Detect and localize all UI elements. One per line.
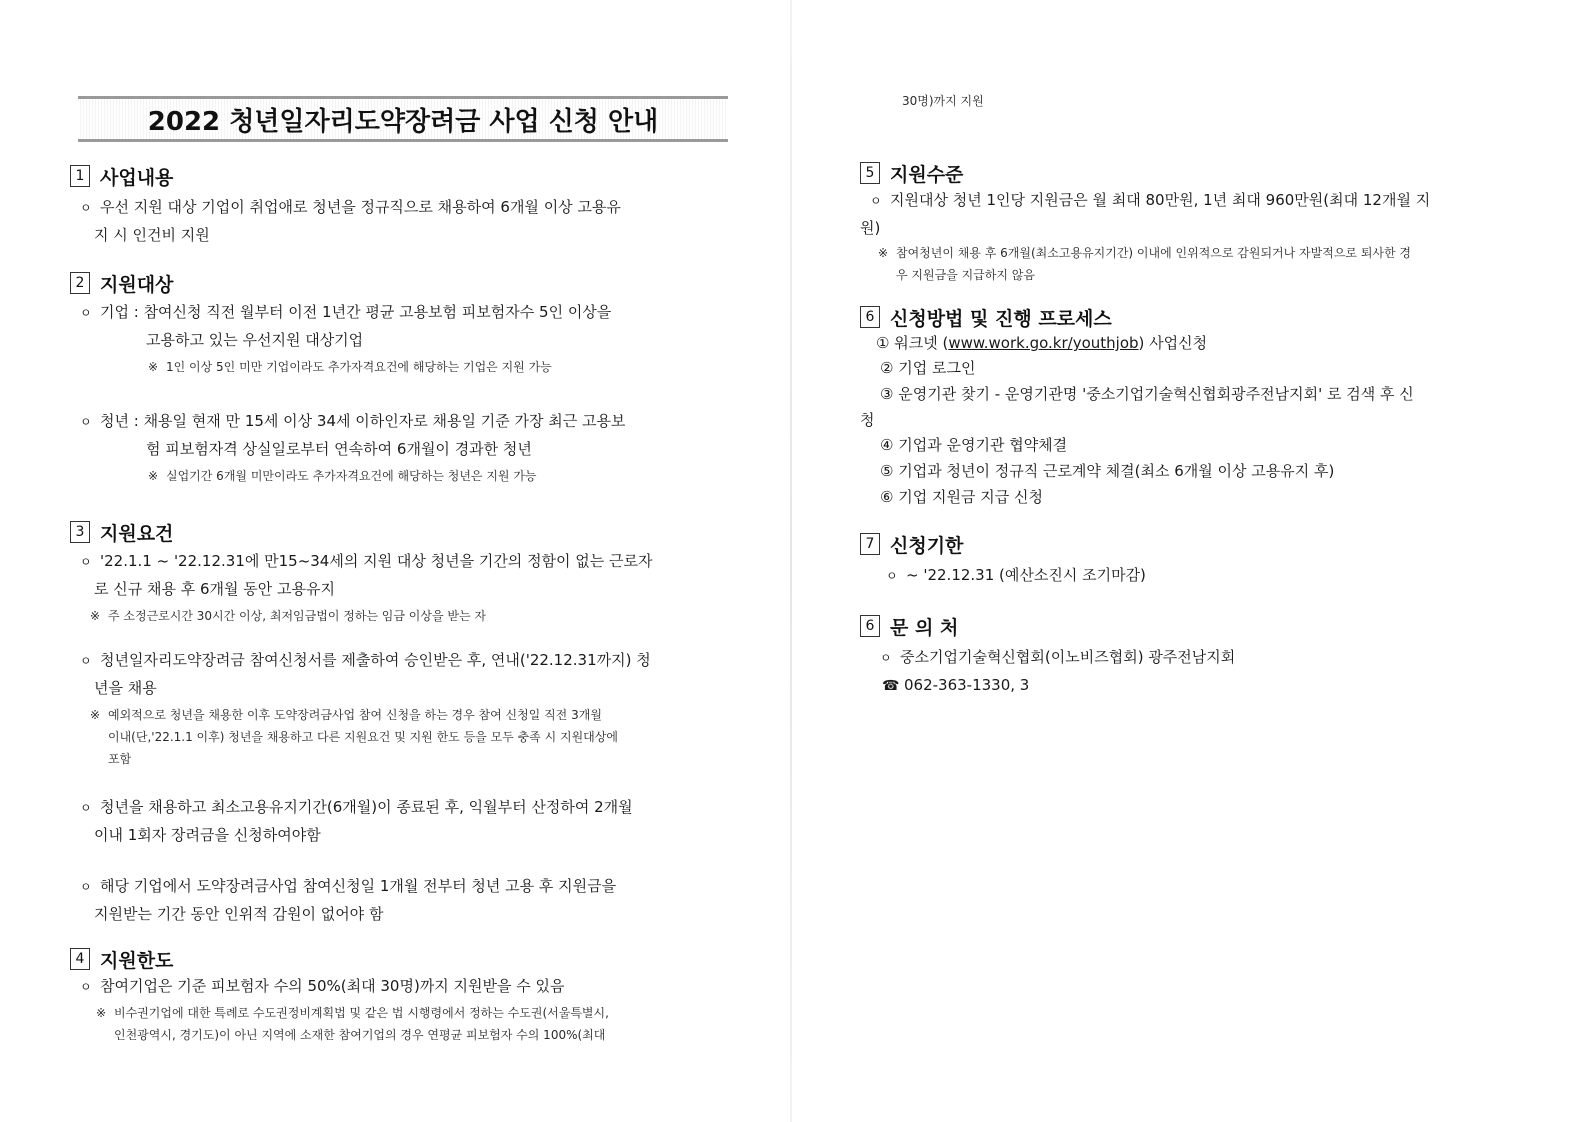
text-line: 이내 1회자 장려금을 신청하여야함 <box>94 826 321 844</box>
text-line: ㅇ 해당 기업에서 도약장려금사업 참여신청일 1개월 전부터 청년 고용 후 지원금을 <box>80 877 617 895</box>
section-requirements <box>70 518 653 928</box>
step-3: ③ 운영기관 찾기 - 운영기관명 '중소기업기술혁신협회광주전남지회' 로 검색 후 신 <box>880 385 1414 403</box>
section-number: 2 <box>70 272 90 294</box>
note-line: ※ 참여청년이 채용 후 6개월(최소고용유지기간) 이내에 인위적으로 감원되거나 자발적으로 퇴사한 경 <box>878 246 1412 260</box>
step-4: ④ 기업과 운영기관 협약체결 <box>880 436 1068 454</box>
note-line: 우 지원금을 지급하지 않음 <box>896 268 1035 282</box>
contact-phone-line <box>860 672 1235 700</box>
section-limit <box>70 945 609 1046</box>
note-line: ※ 예외적으로 청년을 채용한 이후 도약장려금사업 참여 신청을 하는 경우 참여 신청일 직전 3개월 <box>90 708 602 722</box>
phone-icon: ☎ <box>882 678 900 694</box>
text-line: ㅇ ~ '22.12.31 (예산소진시 조기마감) <box>886 566 1146 584</box>
text-line: ㅇ 지원대상 청년 1인당 지원금은 월 최대 80만원, 1년 최대 960만원(최대 12개월 지 <box>870 191 1431 209</box>
text-line: ㅇ '22.1.1 ~ '22.12.31에 만15~34세의 지원 대상 청년을 기간의 정함이 없는 근로자 <box>80 552 653 570</box>
text-line: 지 시 인건비 지원 <box>94 226 210 244</box>
text-line: ㅇ 우선 지원 대상 기업이 취업애로 청년을 정규직으로 채용하여 6개월 이상 고용유 <box>80 198 621 216</box>
step-2: ② 기업 로그인 <box>880 359 976 377</box>
section-number: 3 <box>70 521 90 543</box>
note-line: 인천광역시, 경기도)이 아닌 지역에 소재한 참여기업의 경우 연평균 피보험자 수의 100%(최대 <box>114 1028 606 1042</box>
section-contact <box>860 612 1235 700</box>
section-heading: 4 지원한도 <box>70 945 609 973</box>
text-line: 지원받는 기간 동안 인위적 감원이 없어야 함 <box>94 905 384 923</box>
section-number: 7 <box>860 533 880 555</box>
page-title: 2022 청년일자리도약장려금 사업 신청 안내 <box>147 106 659 137</box>
text-line: ㅇ 중소기업기술혁신협회(이노비즈협회) 광주전남지회 <box>880 648 1236 666</box>
step-1: ① 워크넷 (www.work.go.kr/youthjob) 사업신청 <box>876 334 1208 352</box>
section-deadline <box>860 530 1146 590</box>
section-process <box>860 303 1414 510</box>
section-number: 6 <box>860 615 880 637</box>
step-3-wrap: 청 <box>860 411 875 429</box>
section-heading: 6 문 의 처 <box>860 612 1235 640</box>
text-line: ㅇ 청년 : 채용일 현재 만 15세 이상 34세 이하인자로 채용일 기준 가장 최근 고용보 <box>80 412 626 430</box>
text-line: 년을 채용 <box>94 679 157 697</box>
section-heading: 5 지원수준 <box>860 159 1430 187</box>
text-line: 험 피보험자격 상실일로부터 연속하여 6개월이 경과한 청년 <box>146 440 532 458</box>
section-number: 6 <box>860 306 880 328</box>
section-heading: 6 신청방법 및 진행 프로세스 <box>860 303 1414 331</box>
section-heading: 2 지원대상 <box>70 269 625 297</box>
note-line: ※ 실업기간 6개월 미만이라도 추가자격요건에 해당하는 청년은 지원 가능 <box>148 469 537 483</box>
section-number: 4 <box>70 948 90 970</box>
step-5: ⑤ 기업과 청년이 정규직 근로계약 체결(최소 6개월 이상 고용유지 후) <box>880 462 1335 480</box>
section-number: 5 <box>860 162 880 184</box>
note-line: 30명)까지 지원 <box>902 94 984 108</box>
section-number: 1 <box>70 165 90 187</box>
title-banner <box>78 96 728 142</box>
note-line: ※ 1인 이상 5인 미만 기업이라도 추가자격요건에 해당하는 기업은 지원 가능 <box>148 360 552 374</box>
step-6: ⑥ 기업 지원금 지급 신청 <box>880 488 1043 506</box>
note-line: 포함 <box>108 752 132 766</box>
section-target <box>70 269 625 487</box>
section-heading: 7 신청기한 <box>860 530 1146 558</box>
text-line: 원) <box>860 219 881 237</box>
contact-org: 중소기업기술혁신협회(이노비즈협회) 광주전남지회 <box>900 648 1236 666</box>
page-gutter <box>790 0 792 1122</box>
section-business <box>70 162 621 249</box>
section-heading: 1 사업내용 <box>70 162 621 190</box>
note-line: ※ 비수권기업에 대한 특례로 수도권정비계획법 및 같은 법 시행령에서 정하는 수도권(서울특별시, <box>96 1006 609 1020</box>
text-line: ㅇ 청년일자리도약장려금 참여신청서를 제출하여 승인받은 후, 연내('22.12.31까지) 청 <box>80 651 651 669</box>
note-line: 이내(단,'22.1.1 이후) 청년을 채용하고 다른 지원요건 및 지원 한도 등을 모두 충족 시 지원대상에 <box>108 730 618 744</box>
text-line: ㅇ 기업 : 참여신청 직전 월부터 이전 1년간 평균 고용보험 피보험자수 5인 이상을 <box>80 303 612 321</box>
section-heading: 3 지원요건 <box>70 518 653 546</box>
worknet-link[interactable]: www.work.go.kr/youthjob <box>948 334 1139 352</box>
note-line: ※ 주 소정근로시간 30시간 이상, 최저임금법이 정하는 임금 이상을 받는 자 <box>90 609 486 623</box>
text-line: 로 신규 채용 후 6개월 동안 고용유지 <box>94 580 336 598</box>
section-level <box>860 159 1430 286</box>
text-line: 고용하고 있는 우선지원 대상기업 <box>146 331 364 349</box>
text-line: ㅇ 참여기업은 기준 피보험자 수의 50%(최대 30명)까지 지원받을 수 있음 <box>80 977 565 995</box>
contact-phone: 062-363-1330, 3 <box>904 676 1030 694</box>
text-line: ㅇ 청년을 채용하고 최소고용유지기간(6개월)이 종료된 후, 익월부터 산정하여 2개월 <box>80 798 633 816</box>
